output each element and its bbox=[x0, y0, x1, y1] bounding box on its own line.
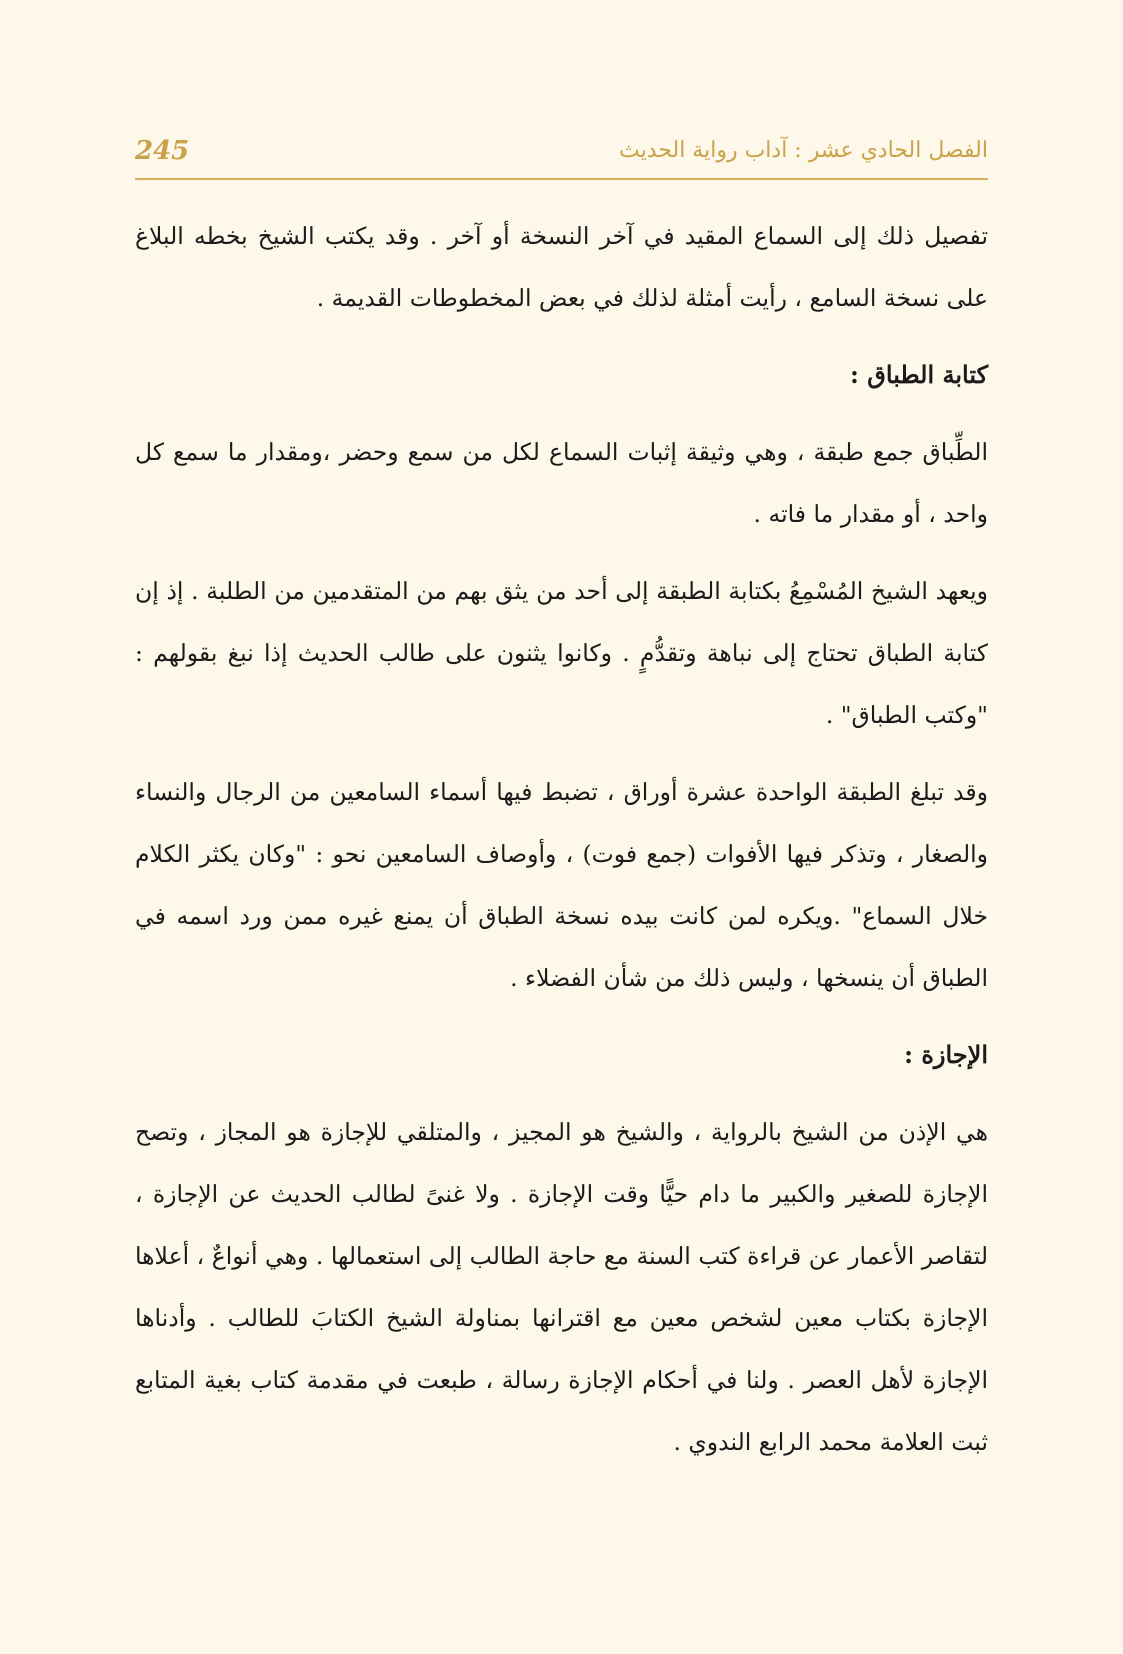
section-heading-tibaq: كتابة الطباق : bbox=[850, 360, 988, 389]
page-header bbox=[135, 134, 988, 180]
paragraph-2: الطِّباق جمع طبقة ، وهي وثيقة إثبات السماع لكل من سمع وحضر ،ومقدار ما سمع كل واحد ، أو مقدار ما فاته . bbox=[135, 438, 988, 528]
paragraph-4: وقد تبلغ الطبقة الواحدة عشرة أوراق ، تضبط فيها أسماء السامعين من الرجال والنساء والصغار ، وتذكر فيها الأفوات (جمع فوت) ، وأوصاف السامعين نحو : "وكان يكثر الكلام خلال السماع" .ويكره لمن كانت بيده نسخة الطباق أن يمنع غيره ممن ورد اسمه في الطباق أن ينسخها ، وليس ذلك من شأن الفضلاء . bbox=[135, 778, 988, 992]
paragraph-1: تفصيل ذلك إلى السماع المقيد في آخر النسخة أو آخر . وقد يكتب الشيخ بخطه البلاغ على نسخة السامع ، رأيت أمثلة لذلك في بعض المخطوطات القديمة . bbox=[135, 222, 988, 312]
section-heading-ijaza: الإجازة : bbox=[904, 1040, 988, 1069]
paragraph-5: هي الإذن من الشيخ بالرواية ، والشيخ هو المجيز ، والمتلقي للإجازة هو المجاز ، وتصح الإجازة للصغير والكبير ما دام حيًّا وقت الإجازة . ولا غنىً لطالب الحديث عن الإجازة ، لتقاصر الأعمار عن قراءة كتب السنة مع حاجة الطالب إلى استعمالها . وهي أنواعٌ ، أعلاها الإجازة بكتاب معين لشخص معين مع اقترانها بمناولة الشيخ الكتابَ للطالب . وأدناها الإجازة لأهل العصر . ولنا في أحكام الإجازة رسالة ، طبعت في مقدمة كتاب بغية المتابع ثبت العلامة محمد الرابع الندوي . bbox=[135, 1118, 988, 1456]
chapter-title: الفصل الحادي عشر : آداب رواية الحديث bbox=[619, 138, 988, 163]
page-body bbox=[135, 205, 988, 1488]
paragraph-3: ويعهد الشيخ المُسْمِعُ بكتابة الطبقة إلى أحد من يثق بهم من المتقدمين من الطلبة . إذ إن كتابة الطباق تحتاج إلى نباهة وتقدُّمٍ . وكانوا يثنون على طالب الحديث إذا نبغ بقولهم : "وكتب الطباق" . bbox=[135, 577, 988, 729]
page-number: 245 bbox=[135, 136, 190, 166]
